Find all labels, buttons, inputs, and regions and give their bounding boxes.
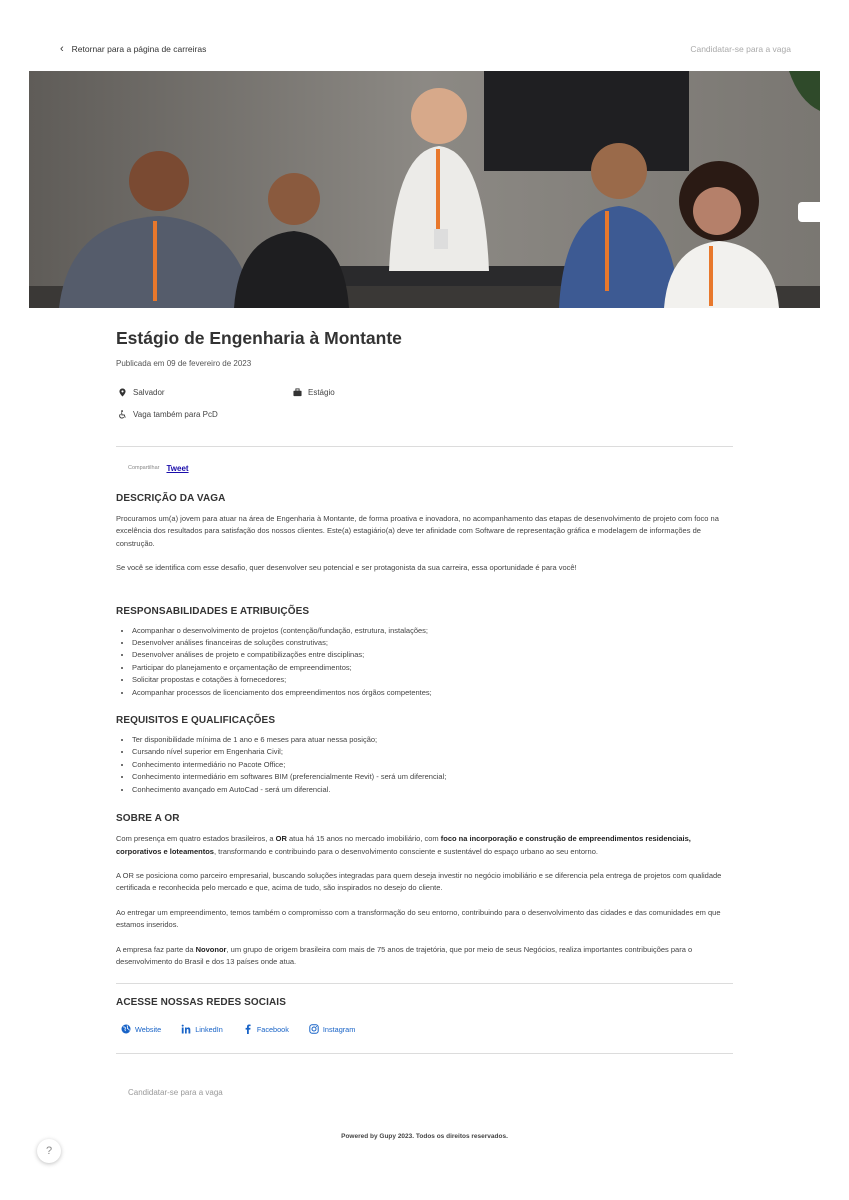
job-meta xyxy=(116,388,733,446)
description-heading: DESCRIÇÃO DA VAGA xyxy=(116,493,226,504)
divider xyxy=(116,446,733,447)
facebook-link[interactable] xyxy=(243,1024,289,1034)
about-paragraph: A OR se posiciona como parceiro empresarial, buscando soluções integradas para quem deseja investir no negócio imobiliário e se diferencia pela entrega de projetos com qualidade certificada e reconhecida pelo mercado e que, acima de tudo, são inspirados no desejo do cliente. xyxy=(116,870,722,893)
back-link-label: Retornar para a página de carreiras xyxy=(71,44,207,54)
hero-photo xyxy=(29,71,820,308)
list-item: • Acompanhar processos de licenciamento dos empreendimentos nos órgãos competentes; xyxy=(132,687,733,699)
chevron-left-icon: ‹ xyxy=(60,43,64,55)
published-date: Publicada em 09 de fevereiro de 2023 xyxy=(116,359,252,368)
about-paragraph xyxy=(116,944,733,969)
text: A empresa faz parte da xyxy=(116,944,196,954)
list-item: • Acompanhar o desenvolvimento de projetos (contenção/fundação, estrutura, instalações; xyxy=(132,625,733,637)
hero-side-tab xyxy=(798,202,820,222)
group-name: Novonor xyxy=(195,944,227,954)
share-bar xyxy=(128,461,733,475)
globe-icon xyxy=(121,1024,131,1034)
about-paragraph: Ao entregar um empreendimento, temos também o compromisso com a transformação do seu entorno, contribuindo para o desenvolvimento das cidades e das comunidades em que estamos inseridos. xyxy=(116,907,721,930)
divider xyxy=(116,1053,733,1054)
list-item: • Solicitar propostas e cotações à fornecedores; xyxy=(132,674,733,686)
linkedin-icon xyxy=(181,1024,191,1034)
company-name: OR xyxy=(275,834,287,844)
facebook-icon xyxy=(243,1024,253,1034)
share-button[interactable]: Compartilhar xyxy=(128,465,160,471)
list-item: • Conhecimento intermediário em softwares BIM (preferencialmente Revit) - será um diferencial; xyxy=(132,771,733,783)
job-content xyxy=(116,320,733,1054)
location-label: Salvador xyxy=(133,388,165,397)
help-button[interactable] xyxy=(37,1139,61,1163)
pcd-label: Vaga também para PcD xyxy=(133,410,218,419)
tweet-button[interactable]: Tweet xyxy=(166,463,189,473)
divider xyxy=(116,983,733,984)
job-title: Estágio de Engenharia à Montante xyxy=(116,328,402,348)
linkedin-label: LinkedIn xyxy=(195,1024,223,1034)
description-paragraph: Procuramos um(a) jovem para atuar na área de Engenharia à Montante, de forma proativa e inovadora, no acompanhamento das etapas de desenvolvimento de projeto com foco na excelência dos resultados para satisfação dos nossos clientes. Este(a) estagiário(a) deve ter afinidade com Software de representação gráfica e modelagem de informações de construção. xyxy=(116,514,719,548)
instagram-label: Instagram xyxy=(322,1024,356,1034)
about-paragraph xyxy=(116,833,733,858)
job-type-label: Estágio xyxy=(308,388,335,397)
description-paragraph: Se você se identifica com esse desafio, quer desenvolver seu potencial e ser protagonista da sua carreira, essa oportunidade é para você! xyxy=(116,563,577,573)
text: , um grupo de origem brasileira com mais de 75 anos de trajetória, que por meio de seus Negócios, realiza importantes contribuições para o desenvolvimento do Brasil e dos 13 países onde atua. xyxy=(116,944,693,966)
location-pin-icon xyxy=(118,388,127,397)
accessibility-icon xyxy=(118,410,127,419)
pcd-info xyxy=(118,410,218,419)
location xyxy=(118,388,165,397)
briefcase-icon xyxy=(293,388,302,397)
top-bar xyxy=(0,0,849,70)
responsibilities-heading: RESPONSABILIDADES E ATRIBUIÇÕES xyxy=(116,605,310,617)
facebook-label: Facebook xyxy=(256,1024,289,1034)
requirements-list xyxy=(116,734,733,796)
list-item: • Ter disponibilidade mínima de 1 ano e 6 meses para atuar nessa posição; xyxy=(132,734,733,746)
responsibilities-list xyxy=(116,625,733,699)
help-icon: ? xyxy=(45,1145,53,1157)
requirements-heading: REQUISITOS E QUALIFICAÇÕES xyxy=(116,715,276,727)
text: , transformando e contribuindo para o desenvolvimento consciente e sustentável do espaço urbano ao seu entorno. xyxy=(213,846,598,856)
website-label: Website xyxy=(135,1024,162,1034)
social-heading: ACESSE NOSSAS REDES SOCIAIS xyxy=(116,997,286,1009)
back-to-careers-link[interactable] xyxy=(60,44,206,54)
highlight-text: foco na incorporação e construção de empreendimentos residenciais, corporativos e loteamentos xyxy=(116,834,691,856)
list-item: • Desenvolver análises financeiras de soluções construtivas; xyxy=(132,637,733,649)
job-type xyxy=(293,388,335,397)
list-item: • Conhecimento avançado em AutoCad - será um diferencial. xyxy=(132,784,733,796)
footer-text: Powered by Gupy 2023. Todos os direitos reservados. xyxy=(341,1133,508,1140)
text: Com presença em quatro estados brasileiros, a xyxy=(116,834,276,844)
list-item: • Participar do planejamento e orçamentação de empreendimentos; xyxy=(132,662,733,674)
list-item: • Cursando nível superior em Engenharia Civil; xyxy=(132,746,733,758)
instagram-icon xyxy=(309,1024,319,1034)
instagram-link[interactable] xyxy=(309,1024,355,1034)
about-heading: SOBRE A OR xyxy=(116,813,180,825)
apply-button-bottom[interactable]: Candidatar-se para a vaga xyxy=(128,1088,223,1097)
linkedin-link[interactable] xyxy=(181,1024,223,1034)
text: atua há 15 anos no mercado imobiliário, com xyxy=(286,834,441,844)
list-item: • Desenvolver análises de projeto e compatibilizações entre disciplinas; xyxy=(132,649,733,661)
social-links xyxy=(121,1024,733,1034)
list-item: • Conhecimento intermediário no Pacote Office; xyxy=(132,759,733,771)
apply-button-top[interactable]: Candidatar-se para a vaga xyxy=(690,44,791,54)
website-link[interactable] xyxy=(121,1024,161,1034)
